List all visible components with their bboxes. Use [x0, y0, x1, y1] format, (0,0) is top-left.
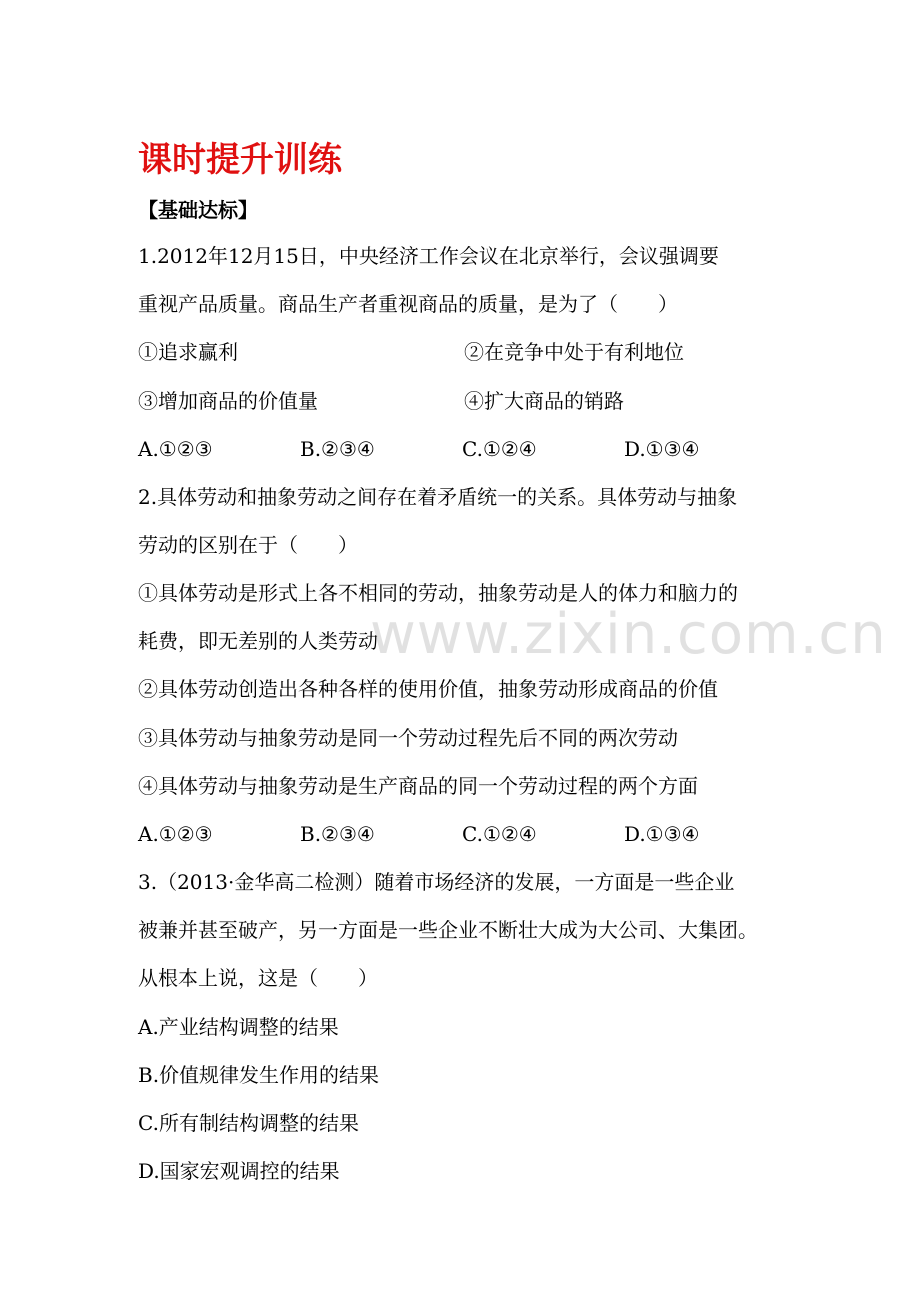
- question-3-option-a: A.产业结构调整的结果: [138, 1015, 339, 1039]
- question-3-option-d: D.国家宏观调控的结果: [138, 1159, 340, 1183]
- question-1-item-4: ④扩大商品的销路: [464, 389, 624, 413]
- question-2-option-c: C.①②④: [462, 822, 537, 846]
- page-title: 课时提升训练: [138, 140, 342, 180]
- question-2-item-2: ②具体劳动创造出各种各样的使用价值，抽象劳动形成商品的价值: [138, 677, 718, 701]
- question-3-option-b: B.价值规律发生作用的结果: [138, 1063, 380, 1087]
- question-2-option-a: A.①②③: [138, 822, 213, 846]
- section-heading: 【基础达标】: [138, 198, 258, 222]
- question-1-item-2: ②在竞争中处于有利地位: [464, 340, 684, 364]
- question-1-option-a: A.①②③: [138, 437, 213, 461]
- question-1-line-2: 重视产品质量。商品生产者重视商品的质量，是为了（ ）: [138, 292, 678, 316]
- question-2-line-2: 劳动的区别在于（ ）: [138, 533, 358, 557]
- question-2-line-1: 2.具体劳动和抽象劳动之间存在着矛盾统一的关系。具体劳动与抽象: [138, 485, 738, 509]
- question-3-line-2: 被兼并甚至破产，另一方面是一些企业不断壮大成为大公司、大集团。: [138, 918, 758, 942]
- question-2-item-1-line-1: ①具体劳动是形式上各不相同的劳动，抽象劳动是人的体力和脑力的: [138, 581, 738, 605]
- question-2-item-1-line-2: 耗费，即无差别的人类劳动: [138, 629, 378, 653]
- question-1-line-1: 1.2012年12月15日，中央经济工作会议在北京举行，会议强调要: [138, 244, 719, 268]
- question-1-item-3: ③增加商品的价值量: [138, 389, 318, 413]
- question-1-option-c: C.①②④: [462, 437, 537, 461]
- question-3-line-1: 3.（2013·金华高二检测）随着市场经济的发展，一方面是一些企业: [138, 870, 735, 894]
- question-2-option-b: B.②③④: [300, 822, 375, 846]
- question-1-option-d: D.①③④: [624, 437, 700, 461]
- question-3-option-c: C.所有制结构调整的结果: [138, 1111, 359, 1135]
- question-2-item-4: ④具体劳动与抽象劳动是生产商品的同一个劳动过程的两个方面: [138, 774, 698, 798]
- question-1-option-b: B.②③④: [300, 437, 375, 461]
- question-1-item-1: ①追求赢利: [138, 340, 238, 364]
- question-2-item-3: ③具体劳动与抽象劳动是同一个劳动过程先后不同的两次劳动: [138, 726, 678, 750]
- question-2-option-d: D.①③④: [624, 822, 700, 846]
- question-3-line-3: 从根本上说，这是（ ）: [138, 966, 378, 990]
- watermark: www.zixin.com.cn: [370, 602, 887, 667]
